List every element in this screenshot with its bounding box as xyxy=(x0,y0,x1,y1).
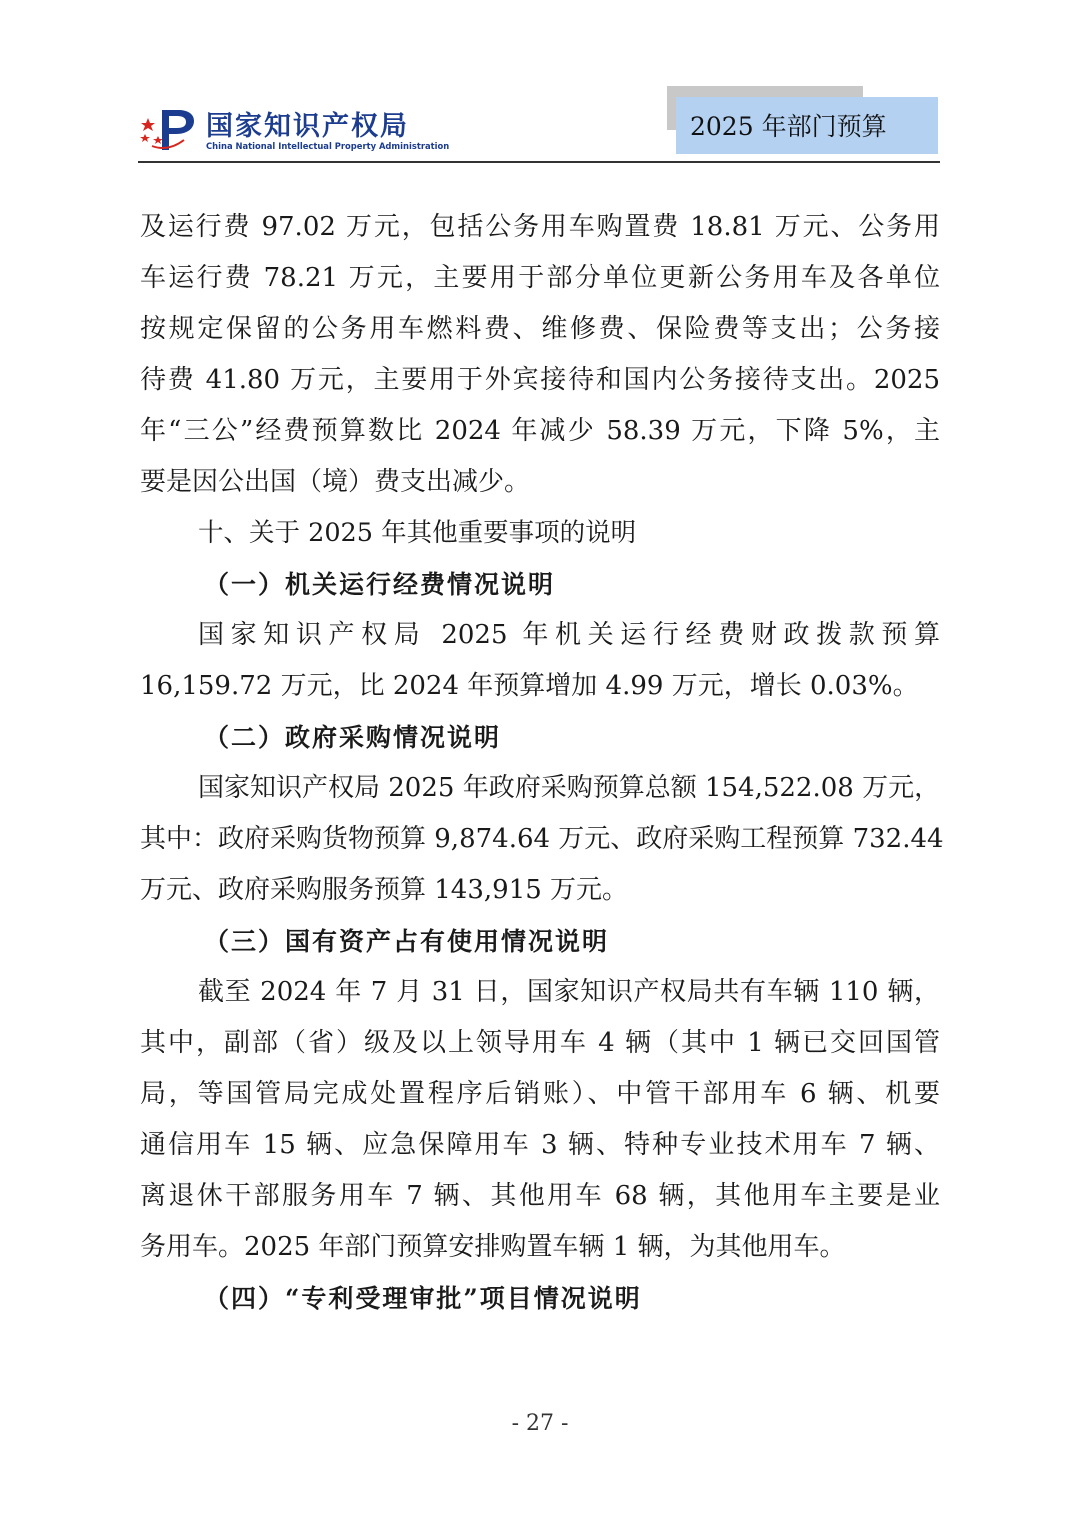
document-body xyxy=(140,202,944,1324)
header-divider xyxy=(138,161,940,163)
page-number: - 27 - xyxy=(511,1411,569,1436)
subsection-heading: （二）政府采购情况说明 xyxy=(204,723,502,752)
paragraph-line: 车运行费 78.21 万元，主要用于部分单位更新公务用车及各单位 xyxy=(140,263,940,293)
paragraph-line: 局，等国管局完成处置程序后销账）、中管干部用车 6 辆、机要 xyxy=(140,1079,940,1109)
cnipa-emblem-icon xyxy=(138,106,200,152)
paragraph-line: 国家知识产权局 2025 年机关运行经费财政拨款预算 xyxy=(198,620,940,650)
paragraph-line: 通信用车 15 辆、应急保障用车 3 辆、特种专业技术用车 7 辆、 xyxy=(140,1130,940,1160)
paragraph-line: 及运行费 97.02 万元，包括公务用车购置费 18.81 万元、公务用 xyxy=(140,212,940,242)
org-name-cn: 国家知识产权局 xyxy=(206,111,409,142)
budget-badge-label: 2025 年部门预算 xyxy=(690,112,887,141)
paragraph-line: 其中：政府采购货物预算 9,874.64 万元、政府采购工程预算 732.44 xyxy=(140,824,944,854)
paragraph-line: 16,159.72 万元，比 2024 年预算增加 4.99 万元，增长 0.03%。 xyxy=(140,671,919,701)
page-header xyxy=(138,86,940,162)
budget-badge xyxy=(676,97,938,154)
paragraph-line: 要是因公出国（境）费支出减少。 xyxy=(140,467,531,497)
subsection-heading: （一）机关运行经费情况说明 xyxy=(204,570,556,599)
paragraph-line: 其中，副部（省）级及以上领导用车 4 辆（其中 1 辆已交回国管 xyxy=(140,1028,940,1058)
paragraph-line: 待费 41.80 万元，主要用于外宾接待和国内公务接待支出。2025 xyxy=(140,365,940,395)
paragraph-line: 离退休干部服务用车 7 辆、其他用车 68 辆，其他用车主要是业 xyxy=(140,1181,940,1211)
paragraph-line: 国家知识产权局 2025 年政府采购预算总额 154,522.08 万元， xyxy=(198,773,941,803)
paragraph-line: 按规定保留的公务用车燃料费、维修费、保险费等支出；公务接 xyxy=(140,314,940,344)
section-heading: 十、关于 2025 年其他重要事项的说明 xyxy=(198,518,637,548)
paragraph-line: 务用车。2025 年部门预算安排购置车辆 1 辆，为其他用车。 xyxy=(140,1232,846,1262)
subsection-heading: （三）国有资产占有使用情况说明 xyxy=(204,927,610,956)
org-name-en: China National Intellectual Property Administration xyxy=(206,141,450,151)
paragraph-line: 年“三公”经费预算数比 2024 年减少 58.39 万元，下降 5%，主 xyxy=(140,416,940,446)
paragraph-line: 万元、政府采购服务预算 143,915 万元。 xyxy=(140,875,629,905)
cnipa-logo xyxy=(138,104,450,154)
subsection-heading: （四）“专利受理审批”项目情况说明 xyxy=(204,1284,642,1313)
paragraph-line: 截至 2024 年 7 月 31 日，国家知识产权局共有车辆 110 辆， xyxy=(198,977,940,1007)
